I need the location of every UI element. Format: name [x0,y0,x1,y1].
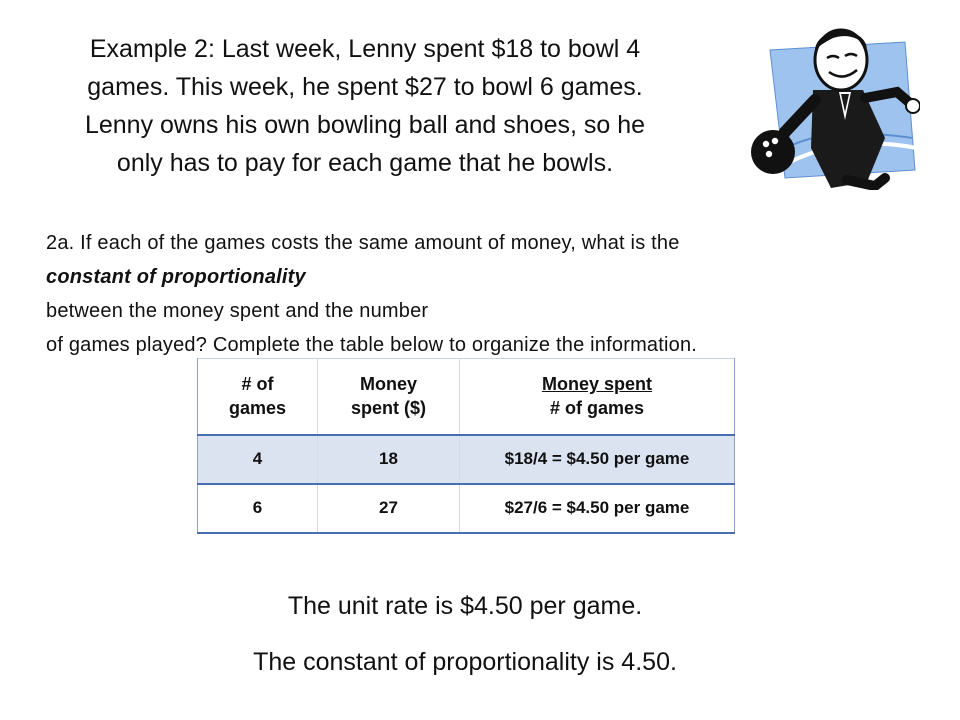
question-text [46,226,926,362]
example-line: Example 2: Last week, Lenny spent $18 to bowl 4 [89,35,641,63]
cell-games: 4 [198,435,318,484]
question-line: 2a. If each of the games costs the same amount of money, what is the [46,232,680,254]
constant-statement: The constant of proportionality is 4.50. [253,648,677,676]
example-heading [20,30,710,182]
cell-money: 18 [318,435,460,484]
example-line: games. This week, he spent $27 to bowl 6 games. [87,73,643,101]
bowler-clipart-icon [735,20,920,190]
constant-term: constant of proportionality [46,266,306,288]
example-line: only has to pay for each game that he bowls. [116,149,614,177]
question-line: of games played? Complete the table below to organize the information. [46,334,698,356]
cell-rate: $18/4 = $4.50 per game [460,435,735,484]
unit-rate-statement: The unit rate is $4.50 per game. [287,592,643,620]
table-header-row [198,359,735,435]
fraction-numerator: Money spent [541,374,652,395]
question-line [46,260,926,328]
header-money: Money spent ($) [318,359,460,435]
cell-money: 27 [318,484,460,533]
table-row [198,435,735,484]
table-row [198,484,735,533]
cell-games: 6 [198,484,318,533]
example-line: Lenny owns his own bowling ball and shoes, so he [84,111,646,139]
question-line-rest: between the money spent and the number [46,300,429,322]
fraction-denominator: # of games [549,398,645,419]
cell-rate: $27/6 = $4.50 per game [460,484,735,533]
header-games: # of games [198,359,318,435]
header-rate [460,359,735,435]
games-money-table [197,358,735,534]
